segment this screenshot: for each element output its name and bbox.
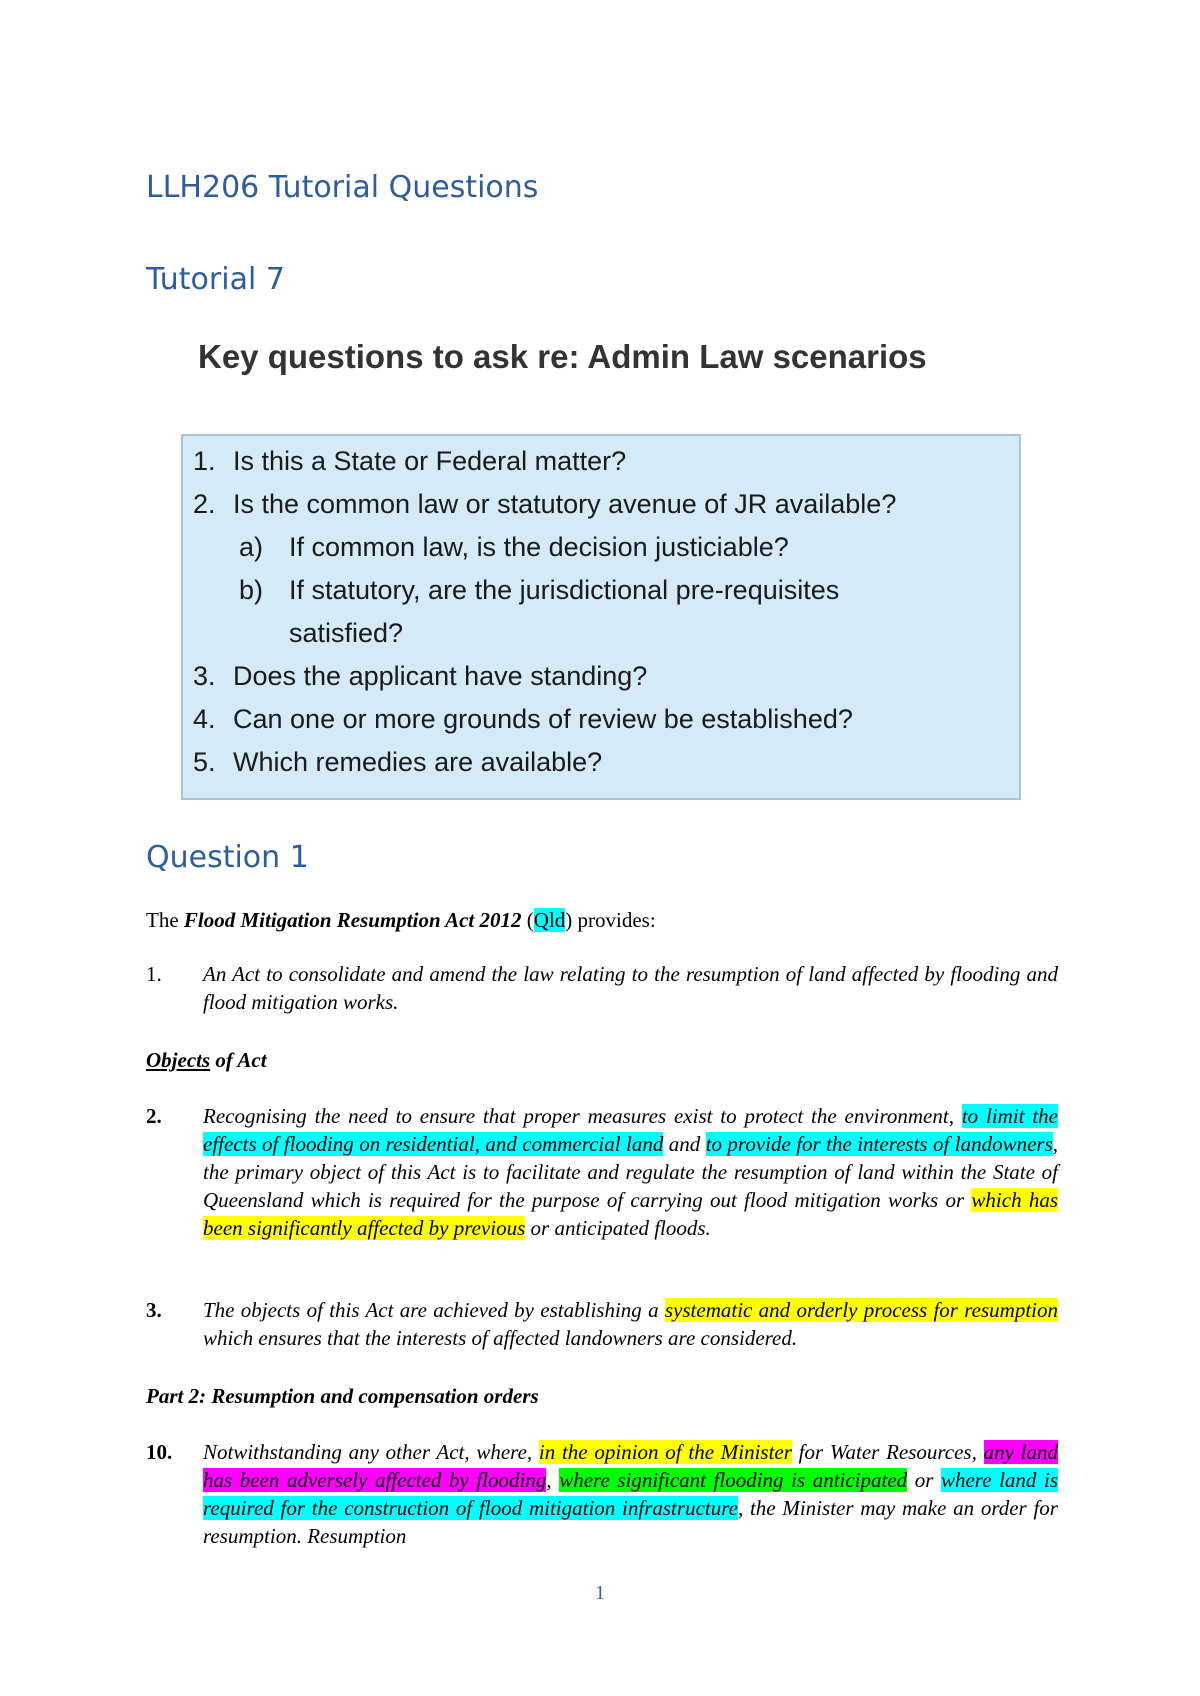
- tutorial-title: Tutorial 7: [146, 262, 285, 297]
- highlight-cyan: to provide for the interests of landowners: [705, 1132, 1053, 1156]
- question-1-title: Question 1: [146, 840, 309, 875]
- section-1-text: An Act to consolidate and amend the law relating to the resumption of land affected by flooding and flood mitigation works.: [203, 962, 1058, 1014]
- intro-mid: (: [521, 908, 534, 932]
- text-run: or anticipated floods.: [525, 1216, 711, 1240]
- key-question-number: 2.: [193, 489, 216, 519]
- section-number: 3.: [146, 1298, 162, 1322]
- act-name: Flood Mitigation Resumption Act 2012: [183, 908, 522, 932]
- key-question-number: b): [239, 575, 264, 605]
- part-2-heading: Part 2: Resumption and compensation orders: [146, 1384, 539, 1408]
- section-2-text: [203, 1102, 1058, 1242]
- intro-post: ) provides:: [565, 908, 656, 932]
- text-run: , the primary object of this Act is to facilitate and regulate the resumption of land within the State of Queensland which is required for the purpose of carrying out flood mitigation works or: [203, 1132, 1059, 1212]
- key-question-text: satisfied?: [289, 618, 404, 648]
- key-question-text: Is the common law or statutory avenue of JR available?: [233, 489, 897, 519]
- jurisdiction-highlight: Qld: [533, 908, 566, 932]
- objects-heading: [146, 1046, 267, 1074]
- key-question-number: 3.: [193, 661, 216, 691]
- highlight-yellow: in the opinion of the Minister: [538, 1440, 792, 1464]
- text-run: and: [663, 1132, 706, 1156]
- key-question-text: Is this a State or Federal matter?: [233, 446, 627, 476]
- key-question-text: Which remedies are available?: [233, 747, 603, 777]
- text-run: , the Minister may make an order for resumption. Resumption: [203, 1496, 1058, 1548]
- highlight-yellow: which has been significantly affected by previous: [203, 1188, 1058, 1240]
- text-run: The objects of this Act are achieved by establishing a: [203, 1298, 665, 1322]
- key-question-text: Can one or more grounds of review be established?: [233, 704, 853, 734]
- key-question-number: a): [239, 532, 264, 562]
- section-number: 1.: [146, 962, 162, 986]
- text-run: Notwithstanding any other Act, where,: [203, 1440, 539, 1464]
- highlight-green: where significant flooding is anticipated: [559, 1468, 908, 1492]
- page-number: 1: [595, 1582, 605, 1604]
- text-run: ,: [546, 1468, 560, 1492]
- act-intro: [146, 906, 656, 934]
- objects-heading-underlined: Objects: [146, 1048, 211, 1072]
- intro-pre: The: [146, 908, 184, 932]
- key-question-number: 4.: [193, 704, 216, 734]
- section-number: 10.: [146, 1440, 173, 1464]
- text-run: Recognising the need to ensure that proper measures exist to protect the environment,: [203, 1104, 962, 1128]
- section-3-text: [203, 1296, 1058, 1352]
- section-10-text: [203, 1438, 1058, 1550]
- text-run: which ensures that the interests of affected landowners are considered.: [203, 1326, 798, 1350]
- key-questions-heading: Key questions to ask re: Admin Law scenarios: [198, 338, 927, 375]
- key-question-text: If common law, is the decision justiciable?: [289, 532, 789, 562]
- text-run: or: [907, 1468, 941, 1492]
- section-number: 2.: [146, 1104, 162, 1128]
- text-run: for Water Resources,: [791, 1440, 984, 1464]
- highlight-cyan: where land is required for the construction of flood mitigation infrastructure: [203, 1468, 1058, 1520]
- highlight-magenta: any land has been adversely affected by flooding: [203, 1440, 1059, 1492]
- key-question-text: Does the applicant have standing?: [233, 661, 648, 691]
- highlight-cyan: to limit the effects of flooding on residential, and commercial land: [203, 1104, 1058, 1156]
- key-question-number: 5.: [193, 747, 216, 777]
- objects-heading-rest: of Act: [210, 1048, 267, 1072]
- key-question-text: If statutory, are the jurisdictional pre-requisites: [289, 575, 840, 605]
- document-title: LLH206 Tutorial Questions: [146, 170, 539, 205]
- highlight-yellow: systematic and orderly process for resumption: [664, 1298, 1058, 1322]
- key-questions-box: [181, 434, 1021, 800]
- key-question-number: 1.: [193, 446, 216, 476]
